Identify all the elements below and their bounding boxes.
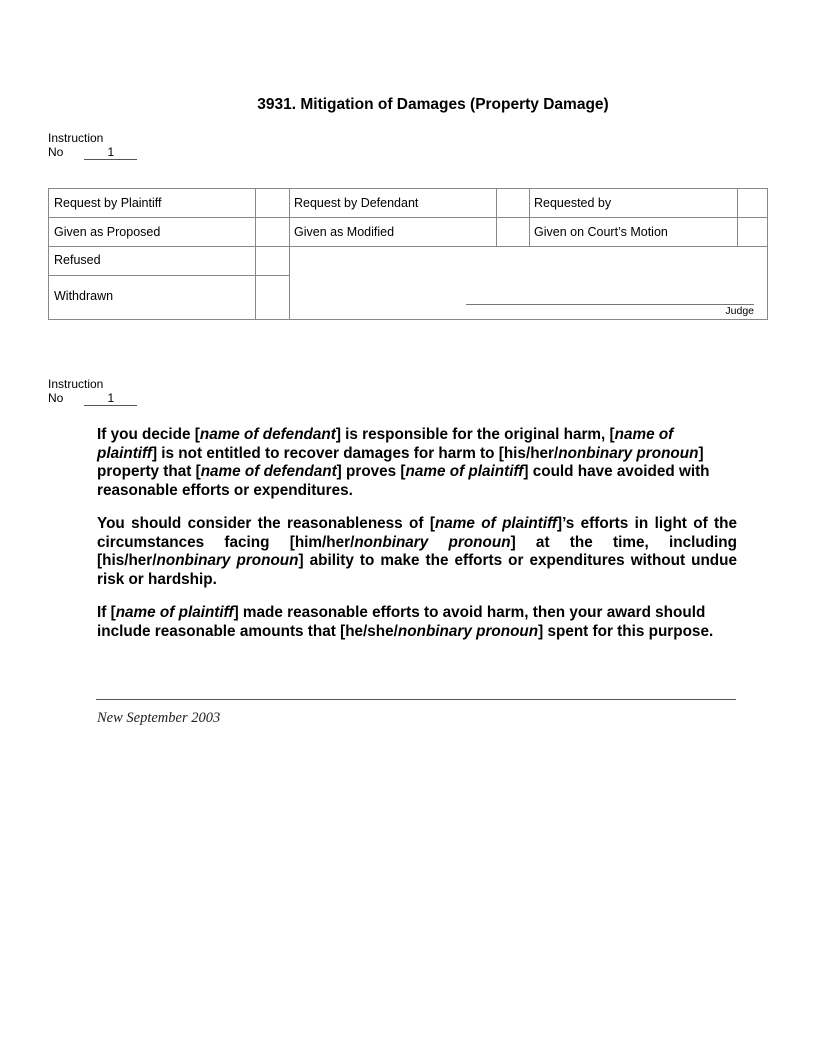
given-as-modified-label: Given as Modified [294,225,395,239]
text: You should consider the reasonableness of [ [97,515,435,532]
text: If [ [97,604,116,621]
text: ] could have avoided with reasonable efforts or expenditures. [97,463,710,499]
refused-label: Refused [54,253,101,267]
request-by-plaintiff-box[interactable] [256,189,289,217]
request-disposition-table [48,188,768,320]
request-by-defendant-box[interactable] [497,189,529,217]
placeholder-text: nonbinary pronoun [156,552,299,569]
instruction-no-value: 1 [84,146,137,160]
instruction-number-block-top [48,131,137,160]
placeholder-text: name of plaintiff [115,604,234,621]
placeholder-text: name of plaintiff [434,515,558,532]
judge-label: Judge [725,305,754,317]
placeholder-text: nonbinary pronoun [558,444,699,462]
text: ] is responsible for the original harm, [ [335,426,615,443]
request-by-defendant-label: Request by Defendant [294,196,419,210]
instruction-no-label: No [48,391,64,405]
withdrawn-box[interactable] [256,276,289,319]
placeholder-text: name of plaintiff [405,463,524,480]
text: ] at the time, including [his/her/ [97,533,737,569]
text: If you decide [ [97,426,200,443]
given-as-modified-box[interactable] [497,218,529,246]
placeholder-text: name of plaintiff [97,426,674,462]
text: ] proves [ [336,463,406,480]
text: ] spent for this purpose. [538,622,714,640]
given-on-courts-motion-label: Given on Court’s Motion [534,225,668,239]
instruction-label: Instruction [48,131,104,145]
given-as-proposed-label: Given as Proposed [54,225,161,239]
given-as-proposed-box[interactable] [256,218,289,246]
instruction-label: Instruction [48,377,104,391]
placeholder-text: name of defendant [199,426,336,443]
paragraph-2 [97,515,737,589]
judge-signature-line[interactable] [466,304,754,305]
text: ]’s efforts in light of the circumstances facing [him/her/ [97,515,737,551]
page-title: 3931. Mitigation of Damages (Property Damage) [257,96,609,113]
instruction-body [97,426,737,656]
text: ] property that [ [97,444,704,480]
instruction-no-value: 1 [84,392,137,406]
instruction-no-label: No [48,145,64,159]
withdrawn-label: Withdrawn [54,289,114,303]
placeholder-text: nonbinary pronoun [397,622,539,640]
request-by-plaintiff-label: Request by Plaintiff [54,196,162,210]
placeholder-text: nonbinary pronoun [354,533,511,551]
text: ] ability to make the efforts or expenditures without undue risk or hardship. [97,552,737,588]
refused-box[interactable] [256,247,289,275]
paragraph-3 [97,604,737,641]
given-on-courts-motion-box[interactable] [738,218,767,246]
requested-by-box[interactable] [738,189,767,217]
text: ] is not entitled to recover damages for harm to [his/her/ [151,444,559,462]
instruction-number-block-bottom [48,377,137,406]
paragraph-1 [97,426,737,500]
text: ] made reasonable efforts to avoid harm, then your award should include reasonable amounts that [he/she/ [97,604,706,640]
history-note: New September 2003 [97,710,221,726]
placeholder-text: name of defendant [200,463,337,480]
requested-by-label: Requested by [534,196,612,210]
footer-divider [96,699,736,700]
